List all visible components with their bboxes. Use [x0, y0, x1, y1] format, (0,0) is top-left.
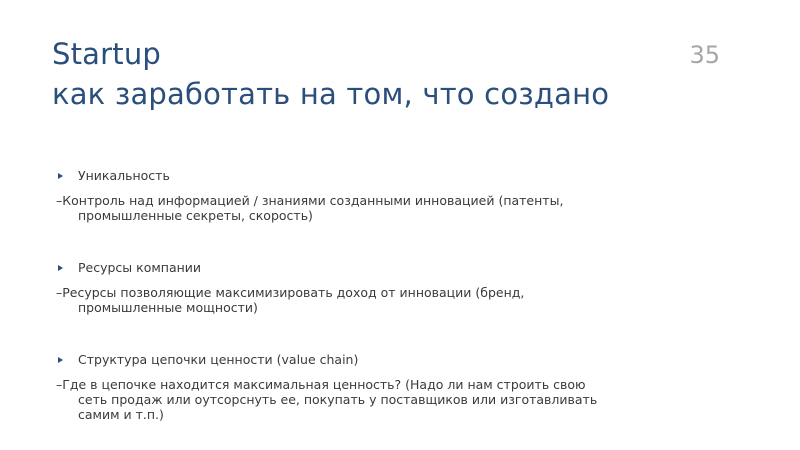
bullet-heading: Ресурсы компании [78, 260, 202, 275]
bullet-value-chain [56, 352, 656, 367]
bullet-arrow-icon [58, 265, 63, 271]
bullet-heading: Структура цепочки ценности (value chain) [78, 352, 359, 367]
bullet-uniqueness [56, 168, 656, 183]
bullet-detail: –Ресурсы позволяющие максимизировать доход от инновации (бренд, промышленные мощности) [56, 285, 525, 315]
slide-title-line-2: как заработать на том, что создано [52, 77, 610, 111]
slide-content [56, 168, 656, 422]
slide-title [52, 34, 609, 114]
bullet-detail: –Контроль над информацией / знаниями созданными инновацией (патенты, промышленные секреты, скорость) [56, 193, 564, 223]
bullet-arrow-icon [58, 357, 63, 363]
bullet-company-resources [56, 260, 656, 275]
slide-title-line-1: Startup [52, 37, 162, 71]
slide-page-number: 35 [689, 41, 720, 69]
bullet-detail: –Где в цепочке находится максимальная ценность? (Надо ли нам строить свою сеть продаж или оутсорснуть ее, покупать у поставщиков или изготавливать самим и т.п.) [56, 377, 598, 422]
bullet-arrow-icon [58, 173, 63, 179]
bullet-heading: Уникальность [78, 168, 170, 183]
